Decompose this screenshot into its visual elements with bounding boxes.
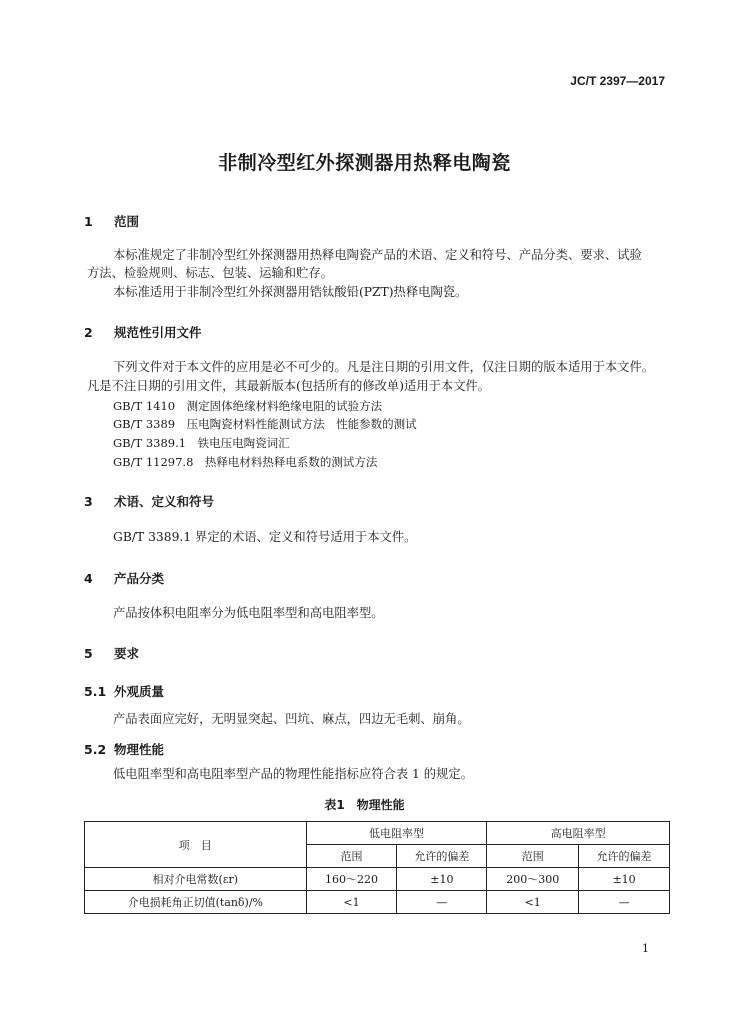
table-cell: ±10 xyxy=(397,868,487,891)
page-number: 1 xyxy=(642,942,649,955)
section-1-heading xyxy=(84,212,139,230)
table-row xyxy=(85,868,670,891)
paragraph: 产品按体积电阻率分为低电阻率型和高电阻率型。 xyxy=(113,606,384,620)
section-number: 4 xyxy=(84,571,93,586)
document-title: 非制冷型红外探测器用热释电陶瓷 xyxy=(218,152,511,174)
reference-item: GB/T 1410 测定固体绝缘材料绝缘电阻的试验方法 xyxy=(113,399,383,413)
section-title: 要求 xyxy=(114,646,140,661)
section-5-heading xyxy=(84,644,139,662)
section-title: 范围 xyxy=(114,214,140,229)
section-number: 5.2 xyxy=(84,742,107,757)
standard-code: JC/T 2397—2017 xyxy=(570,74,665,88)
table-cell: <1 xyxy=(487,891,579,914)
group-header-cell: 高电阻率型 xyxy=(487,822,670,845)
table-caption: 表1 物理性能 xyxy=(324,798,405,812)
subheader-cell: 允许的偏差 xyxy=(579,845,670,868)
reference-item: GB/T 3389.1 铁电压电陶瓷词汇 xyxy=(113,436,290,450)
table-cell: 160～220 xyxy=(306,868,397,891)
row-label-cell: 相对介电常数(εr) xyxy=(85,868,307,891)
table-cell: 200～300 xyxy=(487,868,579,891)
item-header-cell: 项 目 xyxy=(85,822,307,868)
subheader-cell: 允许的偏差 xyxy=(397,845,487,868)
section-3-heading xyxy=(84,492,214,510)
section-title: 外观质量 xyxy=(114,684,165,699)
table-cell: <1 xyxy=(306,891,397,914)
section-number: 5 xyxy=(84,646,93,661)
paragraph: 凡是不注日期的引用文件，其最新版本(包括所有的修改单)适用于本文件。 xyxy=(87,379,491,393)
section-5-2-heading xyxy=(84,740,164,758)
section-number: 2 xyxy=(84,325,93,340)
section-5-1-heading xyxy=(84,682,164,700)
paragraph: 本标准规定了非制冷型红外探测器用热释电陶瓷产品的术语、定义和符号、产品分类、要求、试验 xyxy=(113,248,642,262)
section-title: 物理性能 xyxy=(114,742,165,757)
subheader-cell: 范围 xyxy=(306,845,397,868)
section-2-heading xyxy=(84,323,202,341)
group-header-cell: 低电阻率型 xyxy=(306,822,487,845)
paragraph: 产品表面应完好，无明显突起、凹坑、麻点，四边无毛刺、崩角。 xyxy=(113,712,470,726)
section-title: 产品分类 xyxy=(114,571,165,586)
section-number: 5.1 xyxy=(84,684,107,699)
section-title: 规范性引用文件 xyxy=(114,325,202,340)
reference-item: GB/T 3389 压电陶瓷材料性能测试方法 性能参数的测试 xyxy=(113,417,417,431)
paragraph: GB/T 3389.1 界定的术语、定义和符号适用于本文件。 xyxy=(113,530,417,544)
table-row xyxy=(85,891,670,914)
paragraph: 方法、检验规则、标志、包装、运输和贮存。 xyxy=(87,266,333,280)
subheader-cell: 范围 xyxy=(487,845,579,868)
section-number: 1 xyxy=(84,214,93,229)
row-label-cell: 介电损耗角正切值(tanδ)/% xyxy=(85,891,307,914)
section-4-heading xyxy=(84,569,164,587)
section-title: 术语、定义和符号 xyxy=(114,494,215,509)
table-cell: — xyxy=(579,891,670,914)
paragraph: 低电阻率型和高电阻率型产品的物理性能指标应符合表 1 的规定。 xyxy=(113,767,473,781)
physical-properties-table xyxy=(84,821,670,914)
table-cell: — xyxy=(397,891,487,914)
paragraph: 下列文件对于本文件的应用是必不可少的。凡是注日期的引用文件，仅注日期的版本适用于本文件。 xyxy=(113,360,655,374)
paragraph: 本标准适用于非制冷型红外探测器用锆钛酸铅(PZT)热释电陶瓷。 xyxy=(113,285,468,299)
table-header-row xyxy=(85,822,670,845)
section-number: 3 xyxy=(84,494,93,509)
table-cell: ±10 xyxy=(579,868,670,891)
reference-item: GB/T 11297.8 热释电材料热释电系数的测试方法 xyxy=(113,455,378,469)
